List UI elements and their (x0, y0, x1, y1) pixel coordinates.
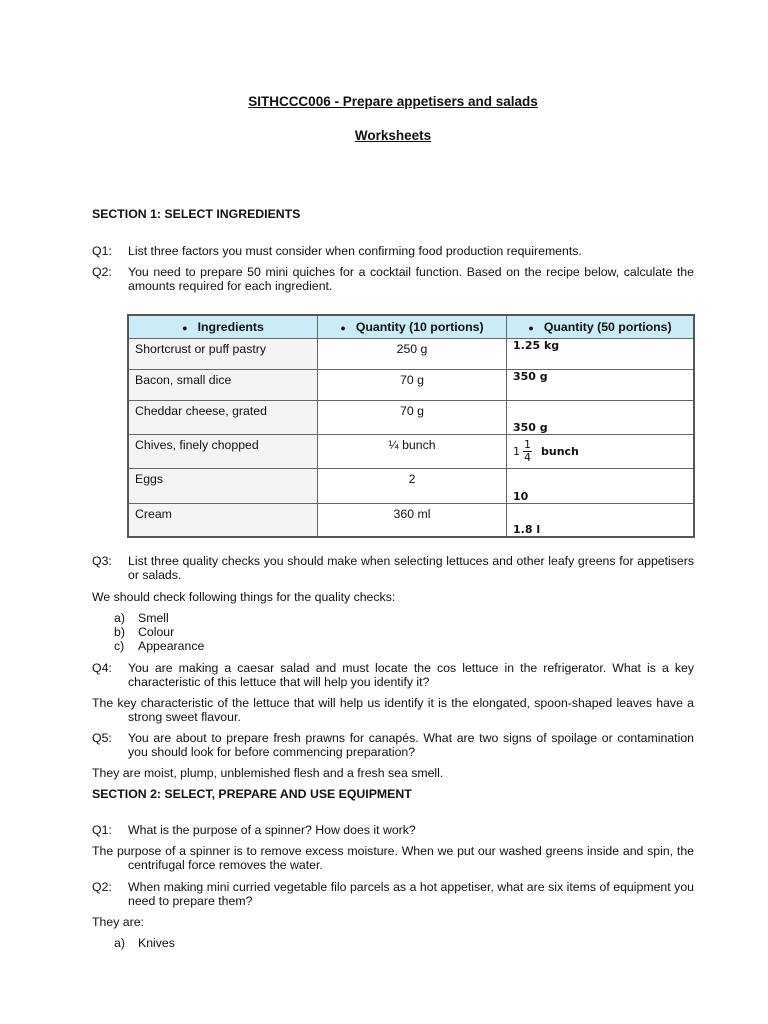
s1-question-2 (92, 265, 694, 293)
ingredient-cell: Chives, finely chopped (128, 435, 318, 469)
fraction-unit: bunch (541, 445, 579, 458)
answer-3-list (114, 611, 204, 653)
document-subtitle: Worksheets (354, 128, 432, 143)
s1-question-1 (92, 244, 694, 258)
table-row (128, 339, 694, 370)
fraction-denominator: 4 (524, 451, 531, 464)
ingredient-cell: Cream (128, 504, 318, 537)
s1-question-3 (92, 554, 694, 582)
s2-answer-2-intro: They are: (92, 915, 144, 929)
qty10-cell: 250 g (318, 339, 507, 370)
ingredient-cell: Eggs (128, 469, 318, 504)
question-number: Q5: (92, 731, 112, 745)
qty50-cell: 350 g (507, 370, 695, 401)
qty10-cell: 70 g (318, 401, 507, 435)
question-text: List three quality checks you should make when selecting lettuces and other leafy greens for appetisers or salads. (128, 554, 694, 582)
qty50-cell: 10 (507, 469, 695, 504)
s2-question-1 (92, 823, 694, 837)
table-row (128, 370, 694, 401)
table-row (128, 401, 694, 435)
section2-heading: SECTION 2: SELECT, PREPARE AND USE EQUIPMENT (92, 787, 412, 801)
qty10-cell: 70 g (318, 370, 507, 401)
answer-3-intro: We should check following things for the quality checks: (92, 590, 396, 604)
qty10-cell: 360 ml (318, 504, 507, 537)
ingredient-cell: Bacon, small dice (128, 370, 318, 401)
ingredients-table (127, 314, 695, 538)
question-text: List three factors you must consider when confirming food production requirements. (128, 244, 582, 258)
question-number: Q1: (92, 823, 112, 837)
table-header-row (128, 315, 694, 339)
fraction-whole: 1 (513, 445, 520, 458)
s1-question-4 (92, 661, 694, 689)
qty50-cell: 1.8 l (507, 504, 695, 537)
question-text: What is the purpose of a spinner? How does it work? (128, 823, 416, 837)
question-number: Q3: (92, 554, 112, 568)
list-item: a) Smell (114, 611, 169, 625)
ingredient-cell: Shortcrust or puff pastry (128, 339, 318, 370)
document-title: SITHCCC006 - Prepare appetisers and salads (248, 94, 538, 109)
question-number: Q2: (92, 265, 112, 279)
qty50-cell (507, 435, 695, 469)
question-text: You need to prepare 50 mini quiches for a cocktail function. Based on the recipe below, calculate the amounts required for each ingredient. (128, 265, 694, 293)
table-row (128, 435, 694, 469)
question-text: You are about to prepare fresh prawns for canapés. What are two signs of spoilage or contamination you should look for before commencing preparation? (128, 731, 694, 759)
question-number: Q2: (92, 880, 112, 894)
header-qty50: ● Quantity (50 portions) (507, 315, 695, 339)
s2-answer-2-list (114, 936, 175, 950)
qty10-cell: 2 (318, 469, 507, 504)
s2-question-2 (92, 880, 694, 908)
list-item: b) Colour (114, 625, 175, 639)
header-ingredients: ● Ingredients (128, 315, 318, 339)
table-row (128, 504, 694, 537)
question-number: Q1: (92, 244, 112, 258)
fraction (523, 439, 532, 464)
list-item: a) Knives (114, 936, 175, 950)
table-row (128, 469, 694, 504)
section1-heading: SECTION 1: SELECT INGREDIENTS (92, 207, 301, 221)
question-text: You are making a caesar salad and must locate the cos lettuce in the refrigerator. What is a key characteristic of this lettuce that will help you identify it? (128, 661, 694, 689)
header-qty10: ● Quantity (10 portions) (318, 315, 507, 339)
s2-answer-1: The purpose of a spinner is to remove excess moisture. When we put our washed greens inside and spin, the centrifugal force removes the water. (92, 844, 694, 872)
bullet-icon: ● (182, 322, 188, 333)
bullet-icon: ● (528, 322, 534, 333)
ingredient-cell: Cheddar cheese, grated (128, 401, 318, 435)
mixed-fraction (513, 439, 579, 464)
bullet-icon: ● (340, 322, 346, 333)
question-number: Q4: (92, 661, 112, 675)
question-text: When making mini curried vegetable filo parcels as a hot appetiser, what are six items of equipment you need to prepare them? (128, 880, 694, 908)
qty50-cell: 1.25 kg (507, 339, 695, 370)
list-item: c) Appearance (114, 639, 205, 653)
qty10-cell: ¼ bunch (318, 435, 507, 469)
answer-4: The key characteristic of the lettuce that will help us identify it is the elongated, spoon-shaped leaves have a strong sweet flavour. (92, 696, 694, 724)
qty50-cell: 350 g (507, 401, 695, 435)
s1-question-5 (92, 731, 694, 759)
fraction-numerator: 1 (524, 438, 531, 451)
answer-5: They are moist, plump, unblemished flesh and a fresh sea smell. (92, 766, 444, 780)
